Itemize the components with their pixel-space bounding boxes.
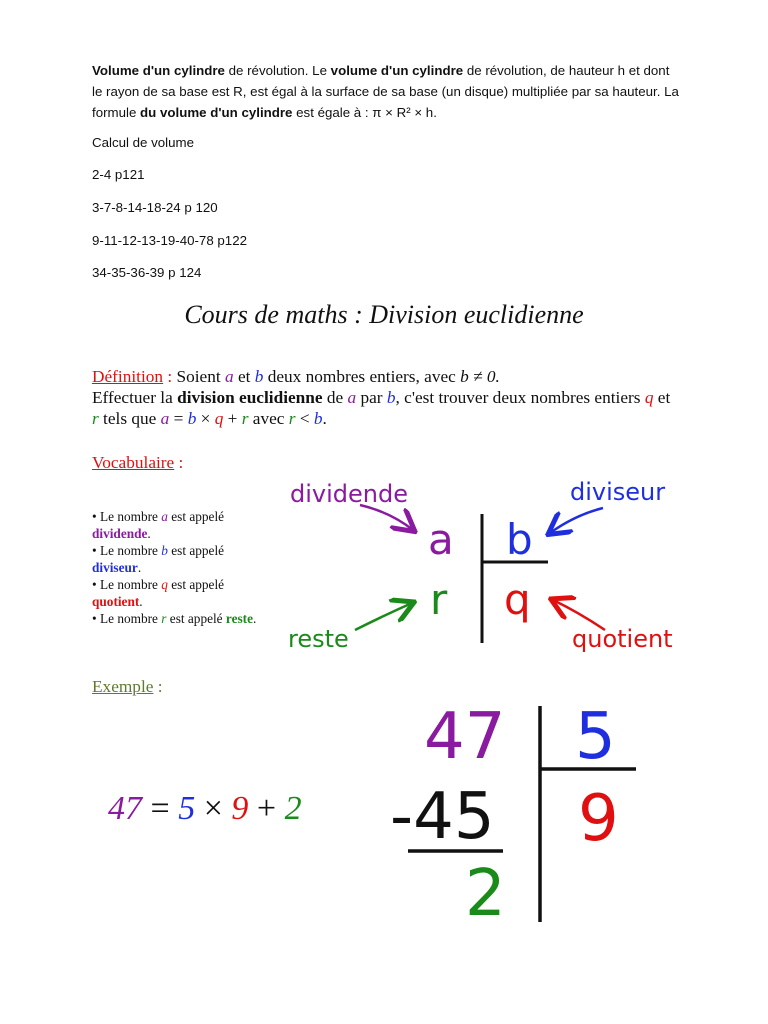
line-exercises-2: 3-7-8-14-18-24 p 120	[92, 200, 218, 215]
label-dividende: dividende	[290, 480, 408, 508]
definition-label: Définition	[92, 367, 164, 386]
list-item: • Le nombre q est appelé quotient.	[92, 577, 225, 609]
label-quotient: quotient	[572, 625, 673, 653]
arrow-reste	[355, 603, 412, 630]
bold-phrase: volume d'un cylindre	[330, 63, 464, 78]
symbol-a: a	[428, 515, 454, 564]
list-item: • Le nombre b est appelé diviseur.	[92, 543, 225, 575]
example-heading: Exemple :	[92, 677, 163, 696]
label-diviseur: diviseur	[570, 478, 666, 506]
symbol-r: r	[430, 575, 448, 624]
list-item: • Le nombre a est appelé dividende.	[92, 509, 225, 541]
example-divisor: 5	[575, 700, 616, 774]
line-exercises-1: 2-4 p121	[92, 167, 145, 182]
symbol-b: b	[506, 515, 533, 564]
example-remainder: 2	[465, 857, 506, 931]
example-quotient: 9	[578, 782, 619, 856]
line-exercises-3: 9-11-12-13-19-40-78 p122	[92, 233, 247, 248]
label-reste: reste	[288, 625, 349, 653]
definition-block: Définition : Soient a et b deux nombres entiers, avec b ≠ 0. Effectuer la division euclidienne de a par b, c'est trouver deux nombres entiers q et r tels que a = b × q + r avec r < b.	[92, 367, 671, 428]
example-subtract: -45	[390, 780, 495, 854]
line-exercises-4: 34-35-36-39 p 124	[92, 265, 202, 280]
example-equation: 47 = 5 × 9 + 2	[108, 790, 302, 827]
arrow-dividende	[360, 505, 413, 530]
intro-paragraph: Volume d'un cylindre de révolution. Le volume d'un cylindre de révolution, de hauteur h et dont le rayon de sa base est R, est égal à la surface de sa base (un disque) multipliée par sa hauteur. La formule du volume d'un cylindre est égale à : π × R² × h.	[92, 63, 679, 120]
vocabulary-heading: Vocabulaire :	[92, 453, 184, 472]
course-title: Cours de maths : Division euclidienne	[184, 300, 584, 329]
bold-phrase: Volume d'un cylindre	[92, 63, 225, 78]
list-item: • Le nombre r est appelé reste.	[92, 611, 257, 626]
line-calcul-volume: Calcul de volume	[92, 135, 194, 150]
arrow-diviseur	[550, 508, 603, 533]
symbol-q: q	[504, 575, 531, 624]
example-dividend: 47	[424, 700, 506, 774]
bold-phrase: du volume d'un cylindre	[140, 105, 293, 120]
